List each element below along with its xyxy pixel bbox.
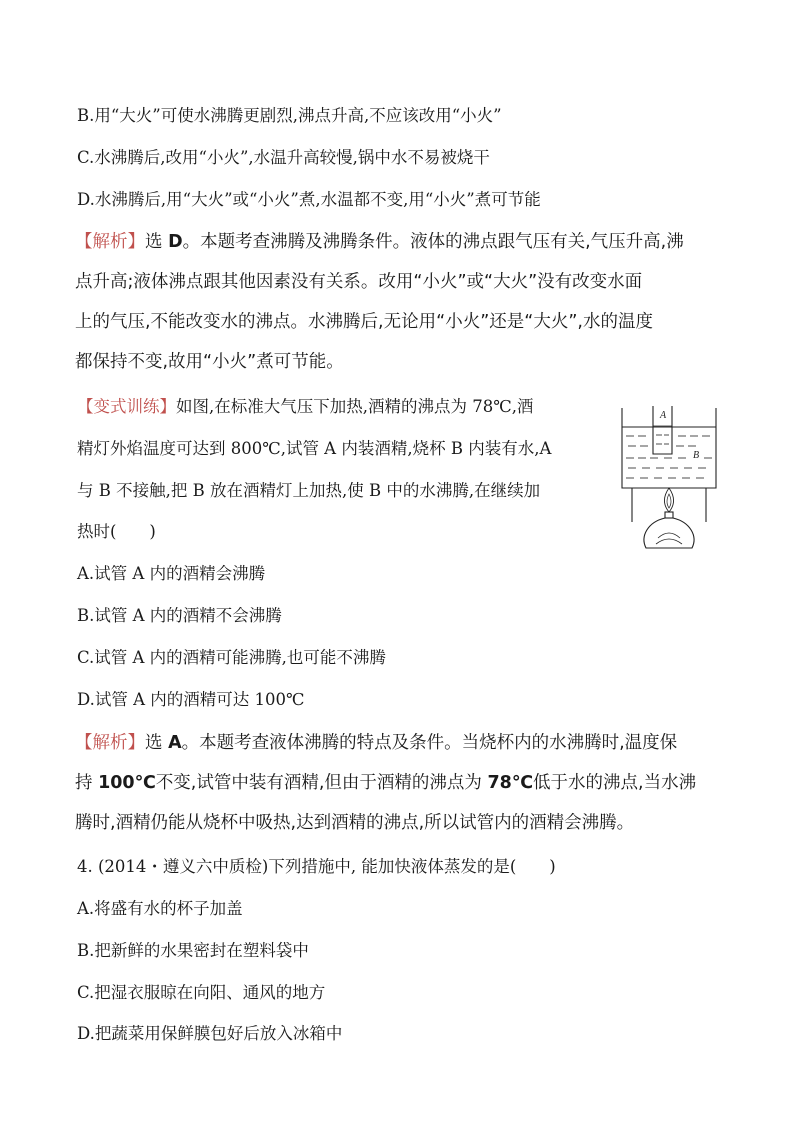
- variant-option-c: C.试管 A 内的酒精可能沸腾,也可能不沸腾: [77, 648, 386, 667]
- analysis2-line3: 腾时,酒精仍能从烧杯中吸热,达到酒精的沸点,所以试管内的酒精会沸腾。: [75, 813, 635, 833]
- variant-option-b: B.试管 A 内的酒精不会沸腾: [77, 606, 282, 625]
- variant-text: 如图,在标准大气压下加热,酒精的沸点为 78℃,酒: [176, 397, 534, 416]
- variant-line1: [77, 396, 533, 418]
- variant-line3: 与 B 不接触,把 B 放在酒精灯上加热,使 B 中的水沸腾,在继续加: [77, 481, 541, 500]
- choice-prefix: 选: [145, 232, 169, 252]
- q4-option-b: B.把新鲜的水果密封在塑料袋中: [77, 941, 309, 960]
- q3-option-d: D.水沸腾后,用“大火”或“小火”煮,水温都不变,用“小火”煮可节能: [77, 190, 541, 209]
- analysis2-line1: [75, 731, 677, 755]
- variant-tag: 【变式训练】: [77, 397, 176, 416]
- q4-option-a: A.将盛有水的杯子加盖: [77, 899, 243, 918]
- variant-line2: 精灯外焰温度可达到 800℃,试管 A 内装酒精,烧杯 B 内装有水,A: [77, 439, 552, 458]
- boiling-apparatus-figure: [618, 402, 722, 554]
- analysis2-text: 持: [75, 773, 99, 793]
- label-b: B: [693, 450, 700, 461]
- analysis2-text: 不变,试管中装有酒精,但由于酒精的沸点为: [155, 773, 488, 793]
- analysis-tag: 【解析】: [75, 232, 145, 252]
- analysis1-line3: 上的气压,不能改变水的沸点。水沸腾后,无论用“小火”还是“大火”,水的温度: [75, 312, 653, 332]
- variant-option-a: A.试管 A 内的酒精会沸腾: [77, 564, 266, 583]
- answer-choice: A: [168, 733, 182, 753]
- analysis1-line4: 都保持不变,故用“小火”煮可节能。: [75, 352, 344, 372]
- alcohol-boiling-point: 78℃: [487, 773, 534, 793]
- analysis1-line1: [75, 230, 684, 254]
- analysis2-text: 。本题考查液体沸腾的特点及条件。当烧杯内的水沸腾时,温度保: [181, 733, 678, 753]
- analysis-tag: 【解析】: [75, 733, 145, 753]
- beaker-outline: [622, 408, 716, 488]
- variant-line4: 热时( ): [77, 522, 156, 541]
- q4-stem: 4. (2014・遵义六中质检)下列措施中, 能加快液体蒸发的是( ): [77, 857, 556, 876]
- choice-prefix: 选: [145, 733, 169, 753]
- q4-option-c: C.把湿衣服晾在向阳、通风的地方: [77, 983, 326, 1002]
- analysis1-text: 。本题考查沸腾及沸腾条件。液体的沸点跟气压有关,气压升高,沸: [182, 232, 684, 252]
- analysis2-text: 低于水的沸点,当水沸: [533, 773, 697, 793]
- q3-option-b: B.用“大火”可使水沸腾更剧烈,沸点升高,不应该改用“小火”: [77, 106, 502, 125]
- variant-option-d: D.试管 A 内的酒精可达 100℃: [77, 690, 305, 709]
- analysis1-line2: 点升高;液体沸点跟其他因素没有关系。改用“小火”或“大火”没有改变水面: [75, 272, 643, 292]
- water-boiling-point: 100℃: [98, 773, 156, 793]
- label-a: A: [660, 410, 667, 421]
- analysis2-line2: [75, 771, 696, 795]
- q3-option-c: C.水沸腾后,改用“小火”,水温升高较慢,锅中水不易被烧干: [77, 148, 490, 167]
- q4-option-d: D.把蔬菜用保鲜膜包好后放入冰箱中: [77, 1024, 343, 1043]
- answer-choice: D: [168, 232, 183, 252]
